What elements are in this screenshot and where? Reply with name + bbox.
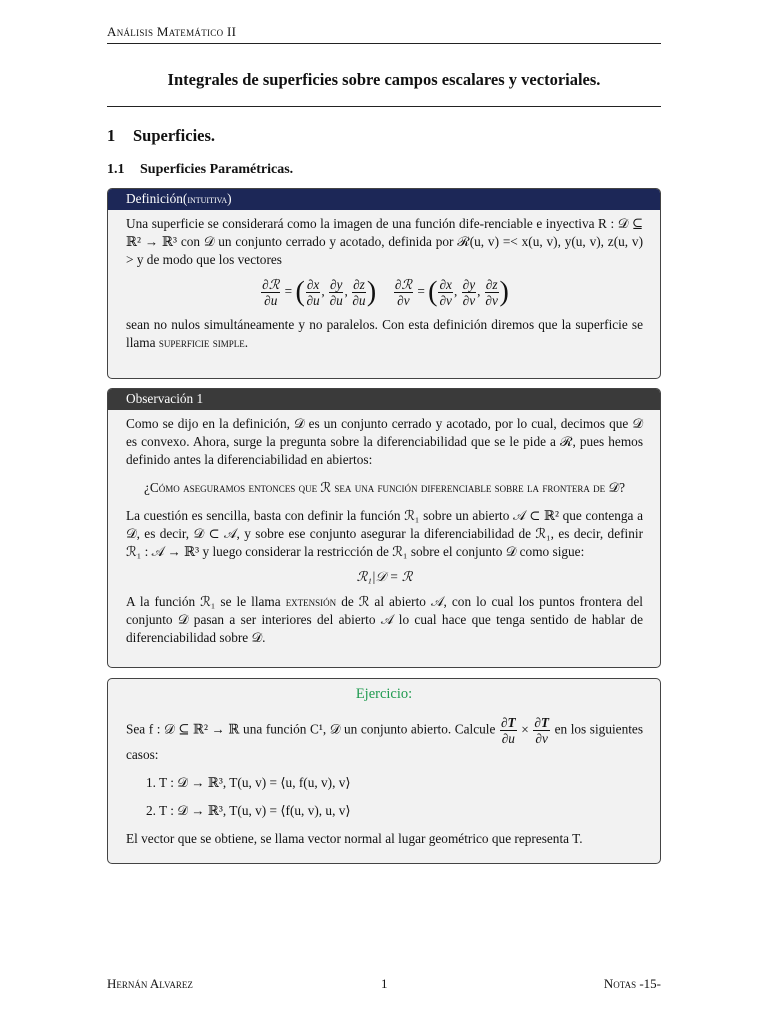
footer-page-number: 1 [381,976,388,991]
footer-notes: Notas -15- [603,976,661,991]
exercise-item-1: 1. T : 𝒟 → ℝ³, T(u, v) = ⟨u, f(u, v), v⟩ [146,775,351,790]
observation-body [108,410,660,653]
section-heading [107,126,215,146]
exercise-title: Ejercicio: [355,686,413,702]
subsection-title: Superficies Paramétricas. [140,162,294,177]
exercise-body [108,703,660,854]
observation-paragraph-1: Como se dijo en la definición, 𝒟 es un conjunto cerrado y acotado, por lo cual, decimos que 𝒟 es convexo. Ahora, surge la pregunta sobre la diferenciabilidad que se le pide a ℛ, pues hemos definido antes la diferenciabilidad en abiertos: [126,416,643,467]
exercise-closing: El vector que se obtiene, se llama vector normal al lugar geométrico que representa T. [126,831,583,846]
definition-paragraph-1: Una superficie se considerará como la imagen de una función dife-renciable e inyectiva R : 𝒟 ⊆ ℝ² → ℝ³ con 𝒟 un conjunto cerrado y acotado, definida por ℛ(u, v) =< x(u, v), y(u, v), z(u, v) > y de modo que los vectores [126,216,643,267]
observation-paragraph-3-b: de ℛ al abierto 𝒜, con lo cual los puntos frontera del conjunto 𝒟 pasan a ser interiores del abierto 𝒜 lo cual hace que tenga sentido de hablar de diferenciabilidad sobre 𝒟. [126,594,644,645]
definition-heading: Definición [126,191,183,206]
exercise-intro [126,715,643,764]
observation-paragraph-2: La cuestión es sencilla, basta con definir la función ℛ₁ sobre un abierto 𝒜 ⊂ ℝ² que contenga a 𝒟, es decir, 𝒟 ⊂ 𝒜, y sobre ese conjunto asegurar la diferenciabilidad de ℛ₁, es decir, definir ℛ₁ : 𝒜 → ℝ³ y luego considerar la restricción de ℛ₁ sobre el conjunto 𝒟 como sigue: [126,508,643,559]
exercise-intro-a: Sea f : 𝒟 ⊆ ℝ² → ℝ una función C¹, 𝒟 un conjunto abierto. Calcule [126,721,496,737]
section-title: Superficies. [133,126,216,145]
restriction-formula: ℛ₁|𝒟 = ℛ [356,569,413,584]
exercise-item-2: 2. T : 𝒟 → ℝ³, T(u, v) = ⟨f(u, v), u, v⟩ [146,803,351,818]
definition-tag: intuitiva [187,194,228,206]
definition-body [108,210,660,358]
definition-paragraph-2 [126,316,643,352]
running-header: Análisis Matemático II [107,24,237,39]
footer-author: Hernán Alvarez [107,976,193,991]
definition-term: superficie simple. [158,335,249,350]
exercise-list [146,774,643,820]
extension-term: extensión [285,594,337,609]
cross-product-formula: $\frac{\partial T}{\partial u}$ × $\frac{\partial T}{\partial v}$ [500,715,550,746]
subsection-number: 1.1 [107,162,125,177]
definition-paragraph-2-text: sean no nulos simultáneamente y no paralelos. Con esta definición diremos que la superficie se llama [126,317,643,350]
subsection-heading [107,162,293,178]
section-number: 1 [107,126,116,145]
header-rule [107,43,661,44]
partial-derivatives-formula: $\frac{\text{∂ℛ}}{\partial u}$ = ( $\frac{\partial x}{\partial u}$ , $\frac{\partial y}{\partial u}$ , $\frac{\partial z}{\partial u}$ ) $\frac{\text{∂ℛ}}{\partial v}$ = ( $\frac{\partial x}{\partial v}$ , $\frac{\partial y}{\partial v}$ , $\frac{\partial z}{\partial v}$ ) [262,276,509,308]
exercise-box [107,678,661,864]
title-rule [107,106,661,107]
definition-header: Definición(intuitiva) [108,189,660,210]
exercise-intro-b: en los siguientes casos: [126,721,643,762]
observation-box [107,388,661,668]
document-title: Integrales de superficies sobre campos escalares y vectoriales. [167,70,601,89]
observation-question: ¿Cómo aseguramos entonces que ℛ sea una función diferenciable sobre la frontera de 𝒟? [144,480,625,495]
definition-box [107,188,661,379]
observation-paragraph-3-a: A la función ℛ₁ se le llama [126,594,281,609]
observation-paragraph-3 [126,593,643,647]
observation-heading: Observación 1 [126,391,204,406]
observation-header [108,389,660,410]
